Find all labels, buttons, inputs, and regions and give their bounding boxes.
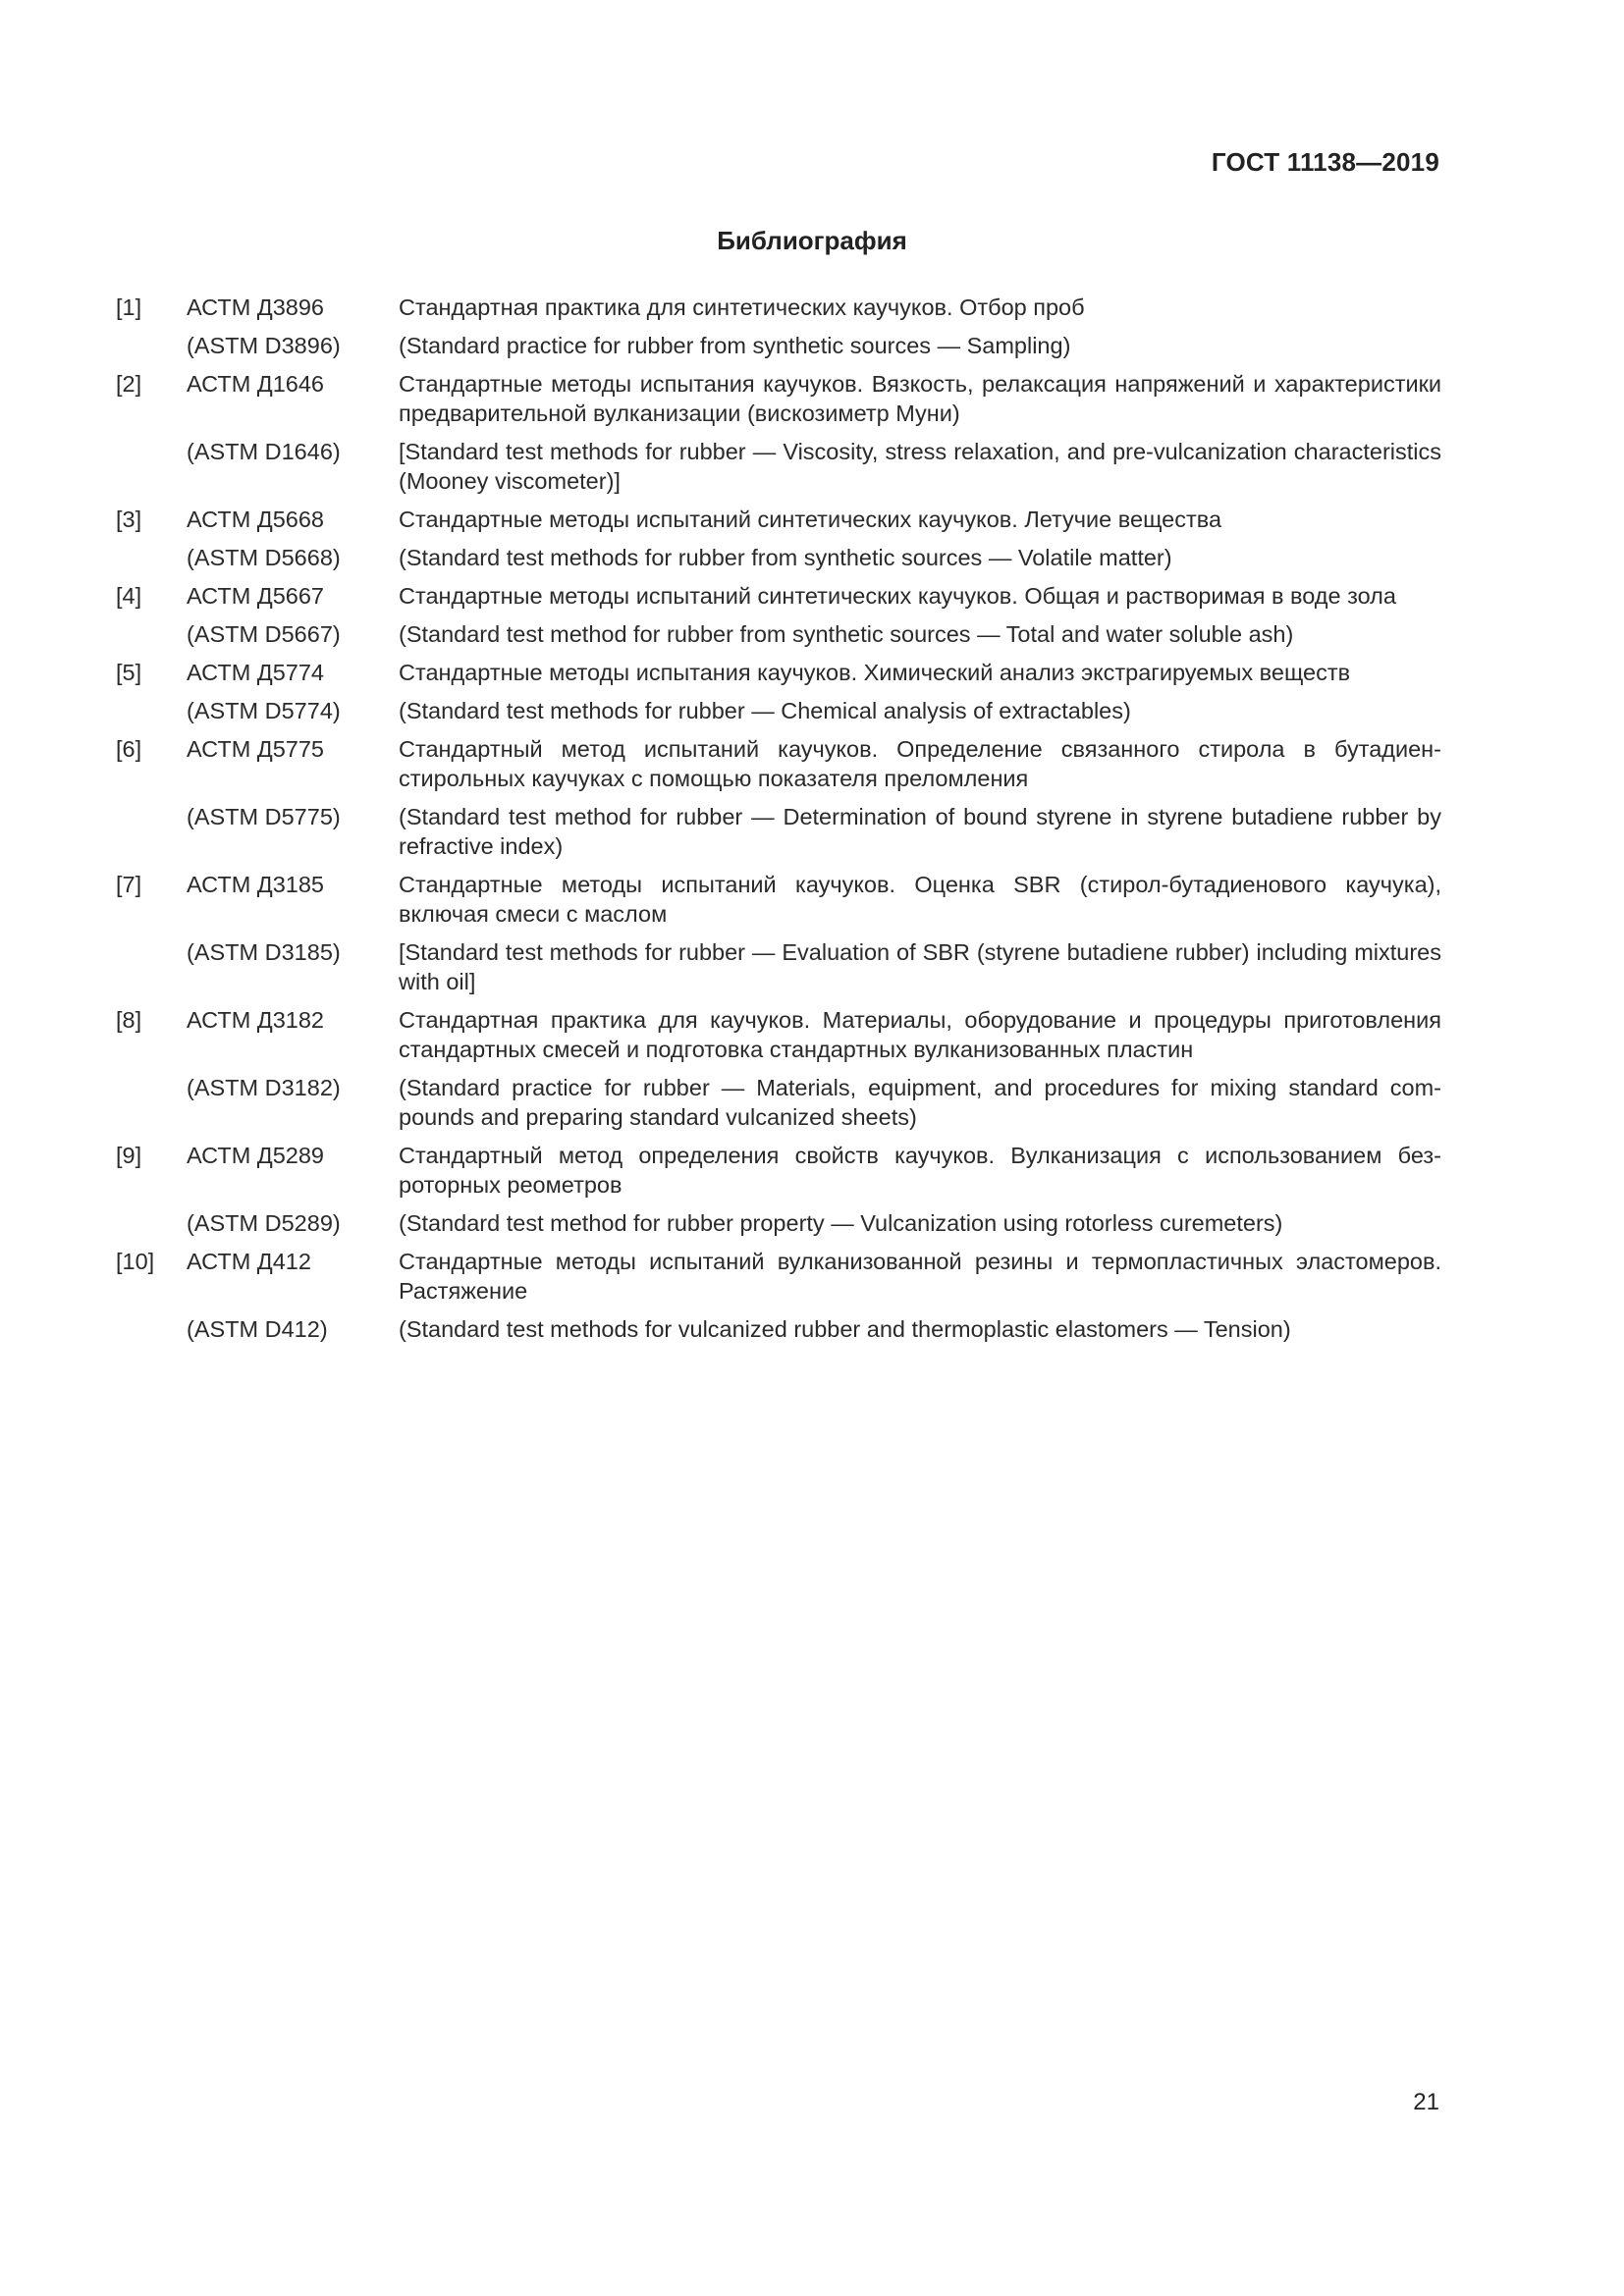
entry-en-title: (Standard practice for rubber — Materials, equipment, and procedures for mixing standard compounds and preparing standard vulcanized sheets) <box>399 1075 1441 1130</box>
entry-number-blank <box>116 611 187 649</box>
bibliography-body <box>116 293 1441 1344</box>
entry-en-code: (ASTM D5774) <box>187 698 341 723</box>
entry-en-code: (ASTM D412) <box>187 1316 328 1342</box>
entry-ru-title: Стандартные методы испытаний каучуков. Оценка SBR (стирол-бутадиенового каучука), включая смеси с маслом <box>399 872 1441 927</box>
entry-ru-title: Стандартные методы испытаний вулканизованной резины и термопластичных эластомеров. Растяжение <box>399 1249 1441 1304</box>
entry-en-code: (ASTM D3185) <box>187 939 341 965</box>
entry-ru-code: АСТМ Д412 <box>187 1249 311 1274</box>
entry-number-blank <box>116 1064 187 1132</box>
entry-number-blank <box>116 1306 187 1344</box>
bibliography-table <box>116 293 1441 1344</box>
entry-ru-code: АСТМ Д5668 <box>187 507 325 532</box>
entry-ru-title: Стандартная практика для каучуков. Материалы, оборудование и процедуры приготовления стандартных смесей и подготовка стандартных вулканизованных пластин <box>399 1007 1441 1062</box>
entry-en-title: (Standard test methods for vulcanized rubber and thermoplastic elastomers — Tension) <box>399 1316 1291 1342</box>
entry-ru-title: Стандартные методы испытания каучуков. Вязкость, релаксация напряжений и характеристики предварительной вулканизации (вискозиметр Муни) <box>399 371 1441 426</box>
entry-ru-code: АСТМ Д3896 <box>187 294 325 320</box>
bibliography-entry <box>116 649 1441 687</box>
entry-number: [7] <box>116 872 142 897</box>
entry-number-blank <box>116 322 187 360</box>
entry-number: [3] <box>116 507 142 532</box>
entry-number: [6] <box>116 736 142 762</box>
bibliography-entry-original <box>116 322 1441 360</box>
entry-number: [4] <box>116 583 142 609</box>
bibliography-entry-original <box>116 534 1441 572</box>
entry-en-code: (ASTM D3896) <box>187 333 341 358</box>
bibliography-entry-original <box>116 1064 1441 1132</box>
entry-number-blank <box>116 1200 187 1238</box>
entry-number: [9] <box>116 1143 142 1168</box>
bibliography-entry-original <box>116 929 1441 996</box>
entry-ru-title: Стандартные методы испытания каучуков. Химический анализ экстрагируемых веществ <box>399 660 1351 685</box>
entry-number: [5] <box>116 660 142 685</box>
entry-en-title: (Standard test methods for rubber — Chemical analysis of extractables) <box>399 698 1131 723</box>
entry-ru-title: Стандартные методы испытаний синтетических каучуков. Летучие вещества <box>399 507 1222 532</box>
entry-ru-code: АСТМ Д5775 <box>187 736 325 762</box>
bibliography-entry <box>116 360 1441 428</box>
bibliography-entry <box>116 572 1441 611</box>
entry-ru-code: АСТМ Д5289 <box>187 1143 325 1168</box>
bibliography-entry-original <box>116 1200 1441 1238</box>
bibliography-entry-original <box>116 1306 1441 1344</box>
entry-en-title: (Standard test method for rubber — Determination of bound styrene in styrene butadiene rubber by refractive index) <box>399 804 1441 859</box>
entry-ru-code: АСТМ Д5667 <box>187 583 325 609</box>
entry-number: [2] <box>116 371 142 397</box>
entry-en-code: (ASTM D3182) <box>187 1075 341 1100</box>
entry-ru-title: Стандартная практика для синтетических каучуков. Отбор проб <box>399 294 1085 320</box>
entry-ru-title: Стандартный метод определения свойств каучуков. Вулканизация с использованием безроторных реометров <box>399 1143 1441 1198</box>
bibliography-entry-original <box>116 428 1441 496</box>
entry-en-code: (ASTM D5668) <box>187 545 341 570</box>
entry-en-code: (ASTM D5775) <box>187 804 341 829</box>
entry-ru-title: Стандартный метод испытаний каучуков. Определение связанного стирола в бутадиенстирольных каучуках с помощью показателя преломления <box>399 736 1441 791</box>
bibliography-entry <box>116 1238 1441 1306</box>
bibliography-entry <box>116 861 1441 929</box>
entry-ru-code: АСТМ Д3182 <box>187 1007 325 1033</box>
page-number: 21 <box>1413 2089 1439 2115</box>
entry-number-blank <box>116 929 187 996</box>
standard-designation: ГОСТ 11138—2019 <box>1211 147 1439 177</box>
bibliography-entry <box>116 496 1441 534</box>
entry-en-title: [Standard test methods for rubber — Evaluation of SBR (styrene butadiene rubber) including mixtures with oil] <box>399 939 1441 994</box>
entry-ru-code: АСТМ Д5774 <box>187 660 325 685</box>
entry-number: [10] <box>116 1249 155 1274</box>
bibliography-entry <box>116 1132 1441 1200</box>
entry-number-blank <box>116 428 187 496</box>
entry-ru-title: Стандартные методы испытаний синтетических каучуков. Общая и растворимая в воде зола <box>399 583 1396 609</box>
entry-en-title: [Standard test methods for rubber — Viscosity, stress relaxation, and pre-vulcanization characteristics (Mooney viscometer)] <box>399 439 1441 494</box>
entry-number: [8] <box>116 1007 142 1033</box>
bibliography-entry-original <box>116 611 1441 649</box>
bibliography-entry <box>116 293 1441 322</box>
entry-number-blank <box>116 687 187 725</box>
entry-number-blank <box>116 793 187 861</box>
page-title: Библиография <box>717 226 907 255</box>
entry-number: [1] <box>116 294 142 320</box>
entry-en-title: (Standard test method for rubber from synthetic sources — Total and water soluble ash) <box>399 621 1294 647</box>
entry-ru-code: АСТМ Д3185 <box>187 872 325 897</box>
entry-ru-code: АСТМ Д1646 <box>187 371 325 397</box>
entry-en-code: (ASTM D5289) <box>187 1210 341 1236</box>
bibliography-entry <box>116 996 1441 1064</box>
entry-en-code: (ASTM D1646) <box>187 439 341 464</box>
bibliography-entry-original <box>116 687 1441 725</box>
entry-en-title: (Standard practice for rubber from synthetic sources — Sampling) <box>399 333 1071 358</box>
entry-number-blank <box>116 534 187 572</box>
bibliography-entry <box>116 725 1441 793</box>
bibliography-entry-original <box>116 793 1441 861</box>
entry-en-code: (ASTM D5667) <box>187 621 341 647</box>
entry-en-title: (Standard test methods for rubber from synthetic sources — Volatile matter) <box>399 545 1172 570</box>
entry-en-title: (Standard test method for rubber property — Vulcanization using rotorless curemeters) <box>399 1210 1283 1236</box>
